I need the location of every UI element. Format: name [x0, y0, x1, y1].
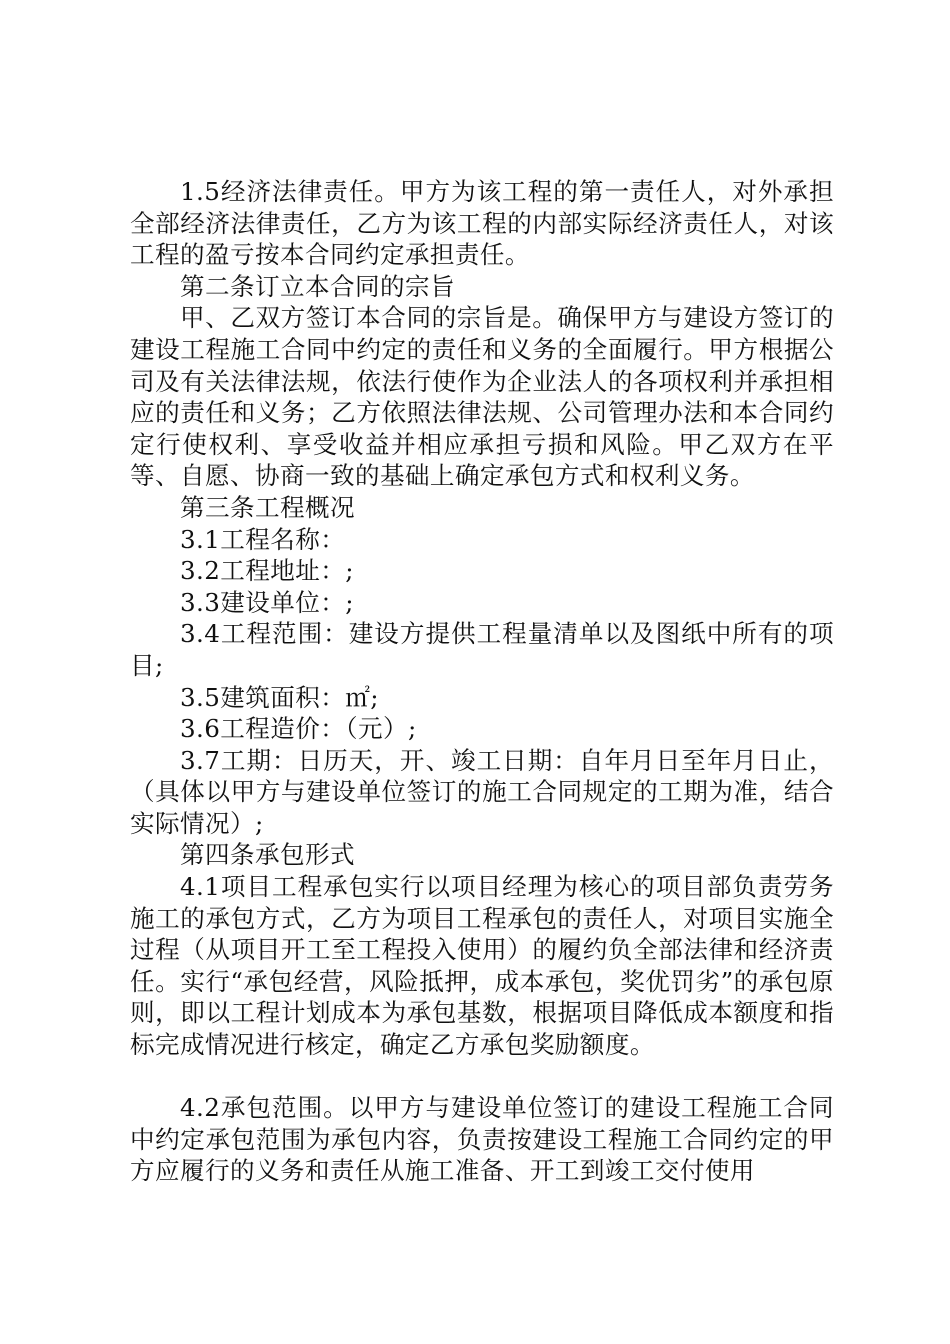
paragraph-3-3-construction-unit: 3.3建设单位：;	[180, 587, 354, 617]
paragraph-3-2-project-address: 3.2工程地址：;	[180, 556, 354, 586]
heading-article-2: 第二条订立本合同的宗旨	[180, 271, 455, 301]
document-body	[130, 176, 834, 1187]
paragraph-contract-purpose: 甲、乙双方签订本合同的宗旨是。确保甲方与建设方签订的建设工程施工合同中约定的责任和义务的全面履行。甲方根据公司及有关法律法规，依法行使作为企业法人的各项权利并承担相应的责任和义务；乙方依照法律法规、公司管理办法和本合同约定行使权利、享受收益并相应承担亏损和风险。甲乙双方在平等、自愿、协商一致的基础上确定承包方式和权利义务。	[130, 303, 834, 491]
paragraph-3-1-project-name: 3.1工程名称：	[180, 524, 346, 554]
paragraph-3-7-duration: 3.7工期：日历天，开、竣工日期：自年月日至年月日止，（具体以甲方与建设单位签订的施工合同规定的工期为准，结合实际情况）;	[130, 745, 834, 838]
paragraph-1-5-economic-liability: 1.5经济法律责任。甲方为该工程的第一责任人，对外承担全部经济法律责任，乙方为该工程的内部实际经济责任人，对该工程的盈亏按本合同约定承担责任。	[130, 177, 834, 270]
paragraph-4-2-contract-scope: 4.2承包范围。以甲方与建设单位签订的建设工程施工合同中约定承包范围为承包内容，负责按建设工程施工合同约定的甲方应履行的义务和责任从施工准备、开工到竣工交付使用	[130, 1093, 834, 1186]
heading-article-4: 第四条承包形式	[180, 840, 355, 870]
paragraph-3-5-building-area: 3.5建筑面积：㎡;	[180, 682, 379, 712]
paragraph-4-1-contract-form: 4.1项目工程承包实行以项目经理为核心的项目部负责劳务施工的承包方式，乙方为项目工程承包的责任人，对项目实施全过程（从项目开工至工程投入使用）的履约负全部法律和经济责任。实行“承包经营，风险抵押，成本承包，奖优罚劣”的承包原则，即以工程计划成本为承包基数，根据项目降低成本额度和指标完成情况进行核定，确定乙方承包奖励额度。	[130, 872, 834, 1060]
paragraph-3-4-project-scope: 3.4工程范围：建设方提供工程量清单以及图纸中所有的项目;	[130, 619, 834, 680]
paragraph-3-6-project-cost: 3.6工程造价：（元）;	[180, 714, 417, 744]
heading-article-3: 第三条工程概况	[180, 492, 355, 522]
